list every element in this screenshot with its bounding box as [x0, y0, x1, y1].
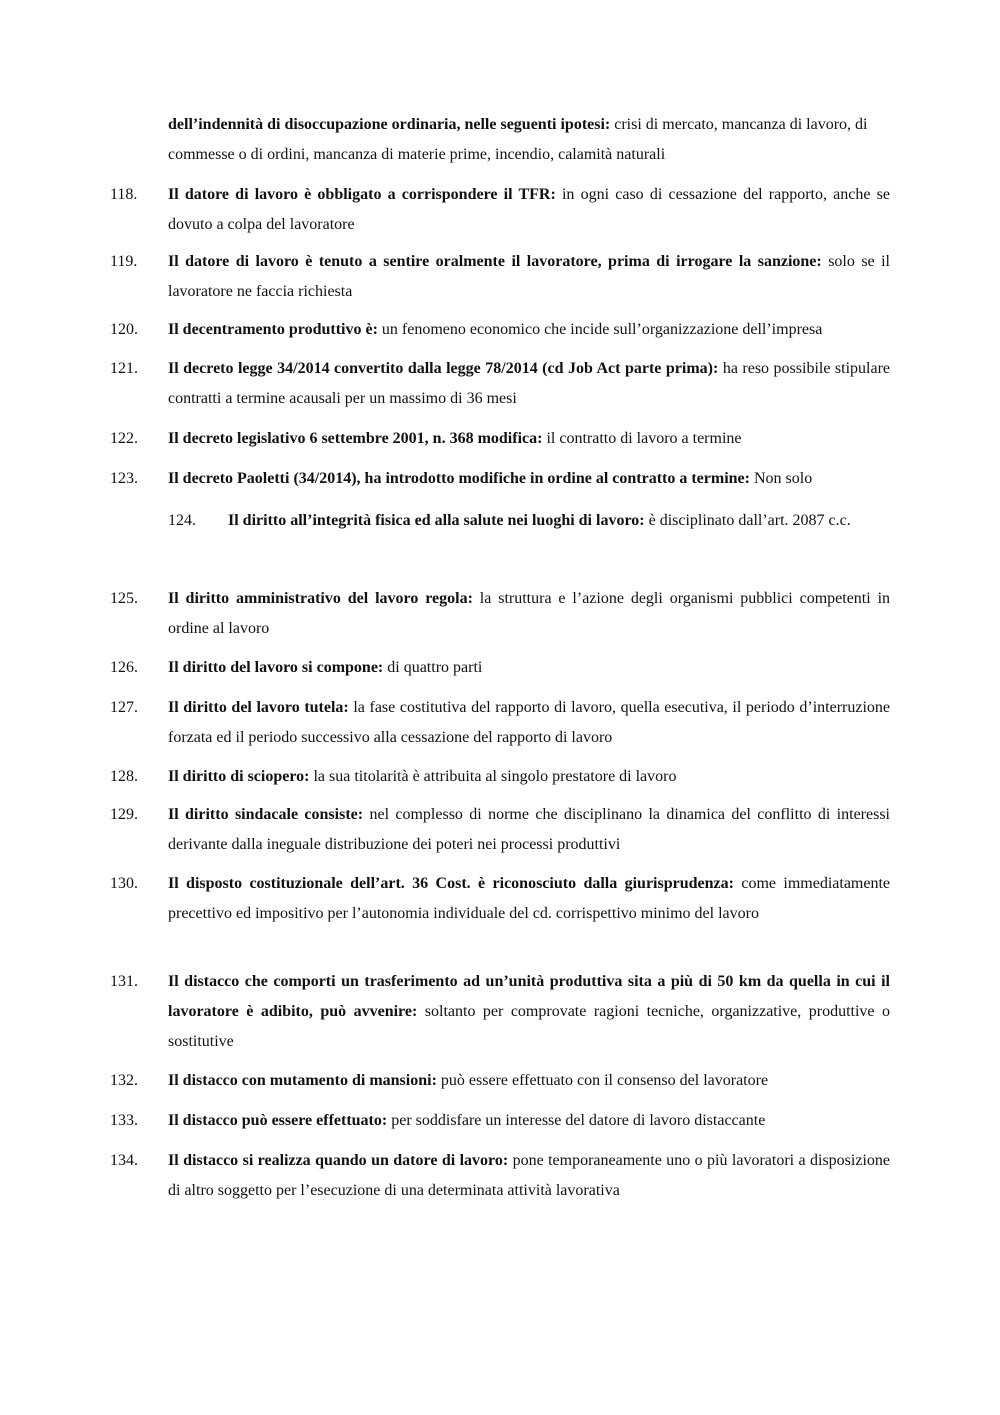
answer-text: la fase costitutiva del rapporto di lavoro, quella esecutiva, il periodo d’interruzione forzata ed il periodo successivo alla cessazione del rapporto di lavoro [168, 699, 890, 746]
question-text: Il distacco si realizza quando un datore di lavoro: [168, 1152, 509, 1169]
item-number: 132. [110, 1072, 138, 1089]
question-text: Il diritto amministrativo del lavoro regola: [168, 590, 473, 607]
list-item [110, 1146, 890, 1206]
item-number: 128. [110, 768, 138, 785]
list-item [110, 1106, 890, 1136]
question-text: Il diritto del lavoro si compone: [168, 659, 384, 676]
question-text: Il datore di lavoro è obbligato a corrispondere il TFR: [168, 186, 556, 203]
question-text: Il decreto legge 34/2014 convertito dalla legge 78/2014 (cd Job Act parte prima): [168, 360, 719, 377]
continuation-paragraph [168, 110, 888, 170]
question-text: Il diritto sindacale consiste: [168, 806, 364, 823]
list-item [110, 967, 890, 1057]
list-item [110, 180, 890, 240]
question-text: Il distacco può essere effettuato: [168, 1112, 388, 1129]
answer-text: un fenomeno economico che incide sull’organizzazione dell’impresa [381, 321, 823, 338]
answer-text: soltanto per comprovate ragioni tecniche, organizzative, produttive o sostitutive [168, 1003, 890, 1050]
answer-text: può essere effettuato con il consenso del lavoratore [440, 1072, 769, 1089]
answer-text: la struttura e l’azione degli organismi pubblici competenti in ordine al lavoro [168, 590, 891, 637]
answer-text: per soddisfare un interesse del datore di lavoro distaccante [391, 1112, 766, 1129]
item-number: 118. [110, 186, 138, 203]
item-number: 119. [110, 253, 138, 270]
answer-text: pone temporaneamente uno o più lavoratori a disposizione di altro soggetto per l’esecuzione di una determinata attività lavorativa [168, 1152, 890, 1199]
list-item [110, 354, 890, 414]
list-item [110, 464, 890, 494]
item-number: 130. [110, 875, 138, 892]
item-number: 126. [110, 659, 138, 676]
item-number: 122. [110, 430, 138, 447]
item-number: 133. [110, 1112, 138, 1129]
item-number: 134. [110, 1152, 138, 1169]
list-item [110, 762, 890, 792]
list-item [110, 584, 890, 644]
item-number: 131. [110, 973, 138, 990]
item-number: 123. [110, 470, 138, 487]
question-text: Il decreto legislativo 6 settembre 2001, n. 368 modifica: [168, 430, 543, 447]
item-number: 129. [110, 806, 138, 823]
question-text: Il decentramento produttivo è: [168, 321, 378, 338]
question-text: Il distacco con mutamento di mansioni: [168, 1072, 437, 1089]
list-item [110, 424, 890, 454]
list-item [110, 1066, 890, 1096]
question-text: dell’indennità di disoccupazione ordinaria, nelle seguenti ipotesi: [168, 116, 611, 133]
nested-list-item [168, 502, 888, 540]
answer-text: è disciplinato dall’art. 2087 c.c. [648, 512, 851, 529]
item-number: 124. [168, 512, 196, 529]
list-item [110, 315, 890, 345]
answer-text: la sua titolarità è attribuita al singolo prestatore di lavoro [313, 768, 677, 785]
question-text: Il diritto all’integrità fisica ed alla salute nei luoghi di lavoro: [228, 512, 645, 529]
question-text: Il distacco che comporti un trasferimento ad un’unità produttiva sita a più di 50 km da quella in cui il lavoratore è adibito, può avvenire: [168, 973, 890, 1020]
answer-text: di quattro parti [387, 659, 483, 676]
question-text: Il diritto del lavoro tutela: [168, 699, 349, 716]
question-text: Il decreto Paoletti (34/2014), ha introdotto modifiche in ordine al contratto a termine: [168, 470, 750, 487]
answer-text: crisi di mercato, mancanza di lavoro, di commesse o di ordini, mancanza di materie prime, incendio, calamità naturali [168, 116, 868, 163]
item-number: 120. [110, 321, 138, 338]
list-item [110, 653, 890, 683]
question-text: Il diritto di sciopero: [168, 768, 310, 785]
answer-text: in ogni caso di cessazione del rapporto, anche se dovuto a colpa del lavoratore [168, 186, 890, 233]
list-item [110, 800, 890, 860]
answer-text: nel complesso di norme che disciplinano la dinamica del conflitto di interessi derivante dalla ineguale distribuzione dei poteri nei processi produttivi [168, 806, 891, 853]
answer-text: Non solo [753, 470, 813, 487]
list-item [110, 247, 890, 307]
answer-text: come immediatamente precettivo ed impositivo per l’autonomia individuale del cd. corrispettivo minimo del lavoro [168, 875, 891, 922]
answer-text: il contratto di lavoro a termine [546, 430, 742, 447]
question-text: Il disposto costituzionale dell’art. 36 Cost. è riconosciuto dalla giurisprudenza: [168, 875, 734, 892]
answer-text: ha reso possibile stipulare contratti a termine acausali per un massimo di 36 mesi [168, 360, 891, 407]
item-number: 125. [110, 590, 138, 607]
list-item [110, 693, 890, 753]
item-number: 121. [110, 360, 138, 377]
item-number: 127. [110, 699, 138, 716]
answer-text: solo se il lavoratore ne faccia richiesta [168, 253, 890, 300]
list-item [110, 869, 890, 929]
question-text: Il datore di lavoro è tenuto a sentire oralmente il lavoratore, prima di irrogare la sanzione: [168, 253, 822, 270]
